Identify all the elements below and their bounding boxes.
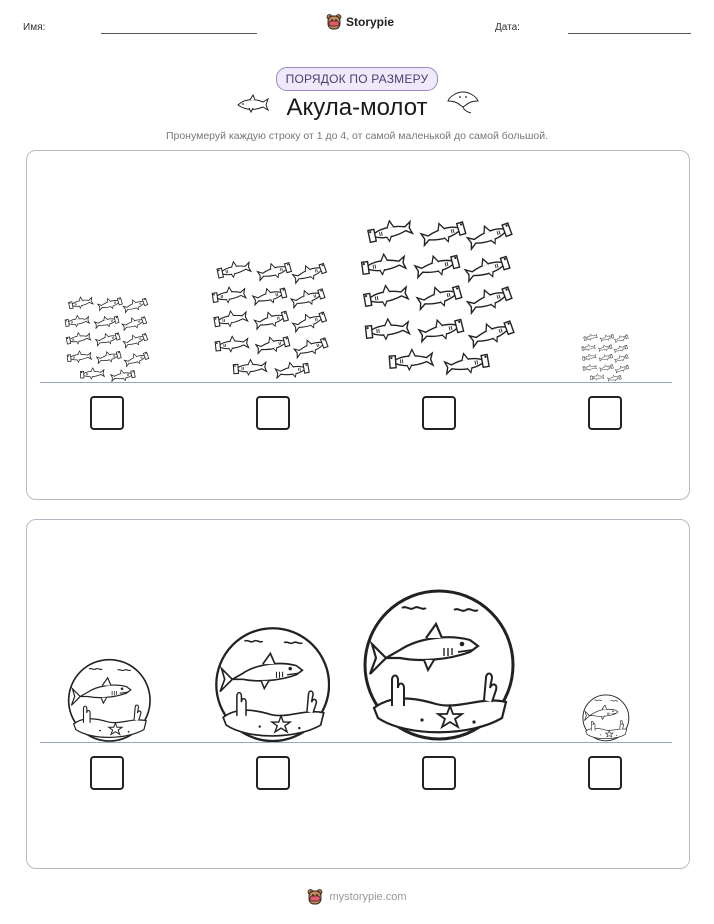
instructions: Пронумеруй каждую строку от 1 до 4, от самой маленькой до самой большой. — [165, 130, 549, 142]
footer — [0, 888, 714, 906]
hammerhead-school-picture — [62, 290, 158, 382]
order-checkbox[interactable] — [256, 756, 290, 790]
shark-circle-picture — [582, 694, 630, 742]
name-field[interactable] — [101, 33, 257, 34]
bear-logo-icon — [326, 13, 342, 31]
hammerhead-school-picture — [580, 330, 634, 382]
page-title: Акула-молот — [286, 94, 428, 121]
order-checkbox[interactable] — [422, 756, 456, 790]
bear-logo-icon — [307, 888, 323, 906]
brand-logo — [326, 13, 394, 31]
footer-url: mystorypie.com — [329, 891, 407, 903]
shark-circle-picture — [362, 588, 516, 742]
brand-name: Storypie — [346, 15, 395, 29]
shark-circle-picture — [214, 626, 330, 742]
order-checkbox[interactable] — [90, 396, 124, 430]
date-label: Дата: — [495, 22, 520, 33]
stingray-icon — [446, 88, 480, 114]
task-type-badge: ПОРЯДОК ПО РАЗМЕРУ — [276, 67, 438, 91]
row-2-baseline — [40, 742, 672, 743]
hammerhead-school-picture — [356, 208, 528, 384]
shark-circle-picture — [67, 658, 151, 742]
hammerhead-school-picture — [208, 252, 340, 380]
order-checkbox[interactable] — [588, 756, 622, 790]
name-label: Имя: — [23, 22, 46, 33]
date-field[interactable] — [568, 33, 691, 34]
order-checkbox[interactable] — [588, 396, 622, 430]
order-checkbox[interactable] — [90, 756, 124, 790]
order-checkbox[interactable] — [422, 396, 456, 430]
order-checkbox[interactable] — [256, 396, 290, 430]
